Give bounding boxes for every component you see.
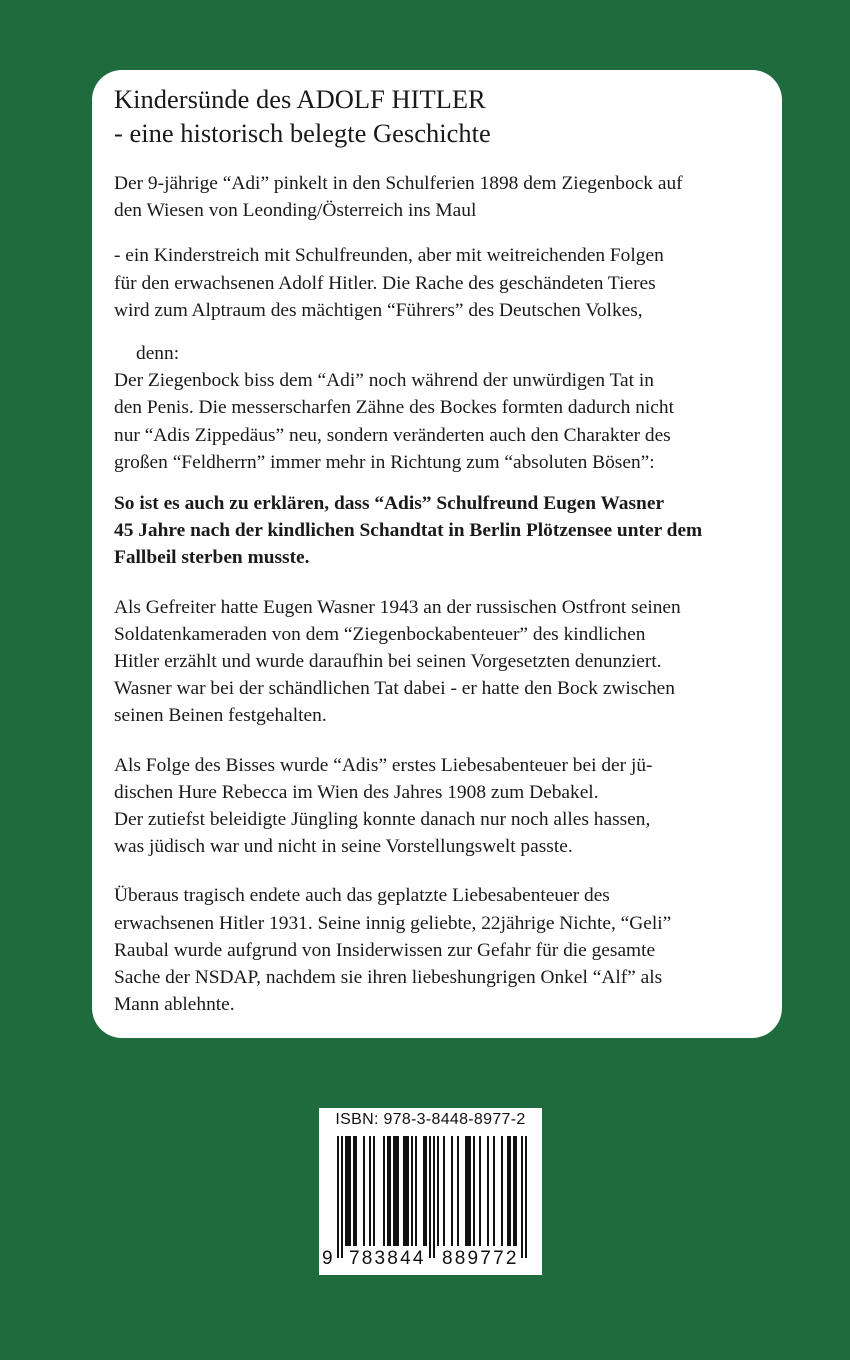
barcode-bar: [465, 1136, 467, 1246]
barcode-bar: [457, 1136, 459, 1246]
barcode-digit-group-1: 783844: [349, 1248, 426, 1269]
text-line: für den erwachsenen Adolf Hitler. Die Rache des geschändeten Tieres: [114, 272, 656, 294]
barcode-bar: [423, 1136, 425, 1246]
barcode-bar: [487, 1136, 489, 1246]
barcode-bar: [389, 1136, 391, 1246]
text-line: Überaus tragisch endete auch das geplatzte Liebesabenteuer des: [114, 885, 610, 907]
paragraph-4-bold: [114, 490, 760, 572]
text-line: denn:: [136, 343, 180, 365]
text-line: Als Folge des Bisses wurde “Adis” erstes Liebesabenteuer bei der jü-: [114, 754, 653, 776]
paragraph-7: [114, 882, 760, 1018]
barcode-bar: [373, 1136, 375, 1246]
barcode-bar: [411, 1136, 413, 1246]
isbn-barcode-box: [319, 1108, 542, 1275]
text-line: Sache der NSDAP, nachdem sie ihren liebeshungrigen Onkel “Alf” als: [114, 967, 663, 989]
paragraph-5: [114, 594, 760, 730]
book-title: [114, 82, 760, 150]
barcode-bar: [425, 1136, 427, 1246]
barcode-bar: [347, 1136, 349, 1246]
barcode-bar: [507, 1136, 509, 1246]
barcode-bar: [355, 1136, 357, 1246]
barcode-guard-bar: [341, 1136, 343, 1258]
text-line: 45 Jahre nach der kindlichen Schandtat in Berlin Plötzensee unter dem: [114, 520, 703, 542]
title-line-2: - eine historisch belegte Geschichte: [114, 118, 491, 148]
text-line: Wasner war bei der schändlichen Tat dabei - er hatte den Bock zwischen: [114, 678, 675, 700]
barcode-guard-bar: [521, 1136, 523, 1258]
text-line: Raubal wurde aufgrund von Insiderwissen zur Gefahr für die gesamte: [114, 939, 656, 961]
text-line: seinen Beinen festgehalten.: [114, 705, 327, 727]
barcode-bar: [387, 1136, 389, 1246]
barcode-guard-bar: [433, 1136, 435, 1258]
text-line: den Wiesen von Leonding/Österreich ins Maul: [114, 200, 477, 222]
barcode-bar: [369, 1136, 371, 1246]
barcode-bar: [479, 1136, 481, 1246]
text-line: Mann ablehnte.: [114, 994, 235, 1016]
barcode-bar: [515, 1136, 517, 1246]
barcode-digit-first: 9: [322, 1248, 333, 1269]
text-line: Der Ziegenbock biss dem “Adi” noch während der unwürdigen Tat in: [114, 370, 654, 392]
barcode-icon: [319, 1136, 542, 1261]
barcode-bar: [501, 1136, 503, 1246]
text-line: So ist es auch zu erklären, dass “Adis” Schulfreund Eugen Wasner: [114, 493, 665, 515]
text-line: was jüdisch war und nicht in seine Vorstellungswelt passte.: [114, 836, 573, 858]
barcode-bar: [451, 1136, 453, 1246]
barcode-bar: [363, 1136, 365, 1246]
barcode-bar: [469, 1136, 471, 1246]
barcode-bar: [493, 1136, 495, 1246]
text-line: großen “Feldherrn” immer mehr in Richtung zum “absoluten Bösen”:: [114, 451, 655, 473]
text-line: den Penis. Die messerscharfen Zähne des Bockes formten dadurch nicht: [114, 397, 674, 419]
paragraph-3: [114, 340, 760, 476]
barcode-guard-bar: [429, 1136, 431, 1258]
text-line: wird zum Alptraum des mächtigen “Führers” des Deutschen Volkes,: [114, 299, 643, 321]
barcode-bar: [405, 1136, 407, 1246]
text-line: Als Gefreiter hatte Eugen Wasner 1943 an der russischen Ostfront seinen: [114, 596, 681, 618]
barcode-guard-bar: [337, 1136, 339, 1258]
text-line: Soldatenkameraden von dem “Ziegenbockabenteuer” des kindlichen: [114, 623, 646, 645]
barcode-bar: [353, 1136, 355, 1246]
barcode-bar: [345, 1136, 347, 1246]
barcode-bar: [397, 1136, 399, 1246]
paragraph-2: [114, 242, 760, 324]
barcode-bar: [393, 1136, 395, 1246]
barcode-bar: [395, 1136, 397, 1246]
text-line: Fallbeil sterben musste.: [114, 547, 310, 569]
title-line-1: Kindersünde des ADOLF HITLER: [114, 84, 486, 114]
barcode-bar: [415, 1136, 417, 1246]
back-cover-text-panel: [92, 70, 782, 1038]
barcode-bar: [513, 1136, 515, 1246]
text-line: - ein Kinderstreich mit Schulfreunden, aber mit weitreichenden Folgen: [114, 245, 664, 267]
text-line: dischen Hure Rebecca im Wien des Jahres 1908 zum Debakel.: [114, 781, 599, 803]
barcode-bar: [407, 1136, 409, 1246]
barcode-digit-group-2: 889772: [442, 1248, 519, 1269]
text-line: Der zutiefst beleidigte Jüngling konnte danach nur noch alles hassen,: [114, 809, 651, 831]
barcode-bar: [383, 1136, 385, 1246]
text-line: Der 9-jährige “Adi” pinkelt in den Schulferien 1898 dem Ziegenbock auf: [114, 173, 683, 194]
barcode-bar: [467, 1136, 469, 1246]
paragraph-6: [114, 752, 760, 861]
barcode-bar: [437, 1136, 439, 1246]
text-line: nur “Adis Zippedäus” neu, sondern veränderten auch den Charakter des: [114, 424, 671, 446]
barcode-guard-bar: [525, 1136, 527, 1258]
text-line: Hitler erzählt und wurde daraufhin bei seinen Vorgesetzten denunziert.: [114, 651, 662, 673]
paragraph-1: [114, 170, 760, 224]
barcode-bar: [473, 1136, 475, 1246]
barcode-bar: [509, 1136, 511, 1246]
barcode-bar: [349, 1136, 351, 1246]
barcode-bar: [443, 1136, 445, 1246]
text-line: erwachsenen Hitler 1931. Seine innig geliebte, 22jährige Nichte, “Geli”: [114, 912, 672, 934]
barcode-bar: [403, 1136, 405, 1246]
isbn-label: ISBN: 978-3-8448-8977-2: [335, 1111, 526, 1128]
